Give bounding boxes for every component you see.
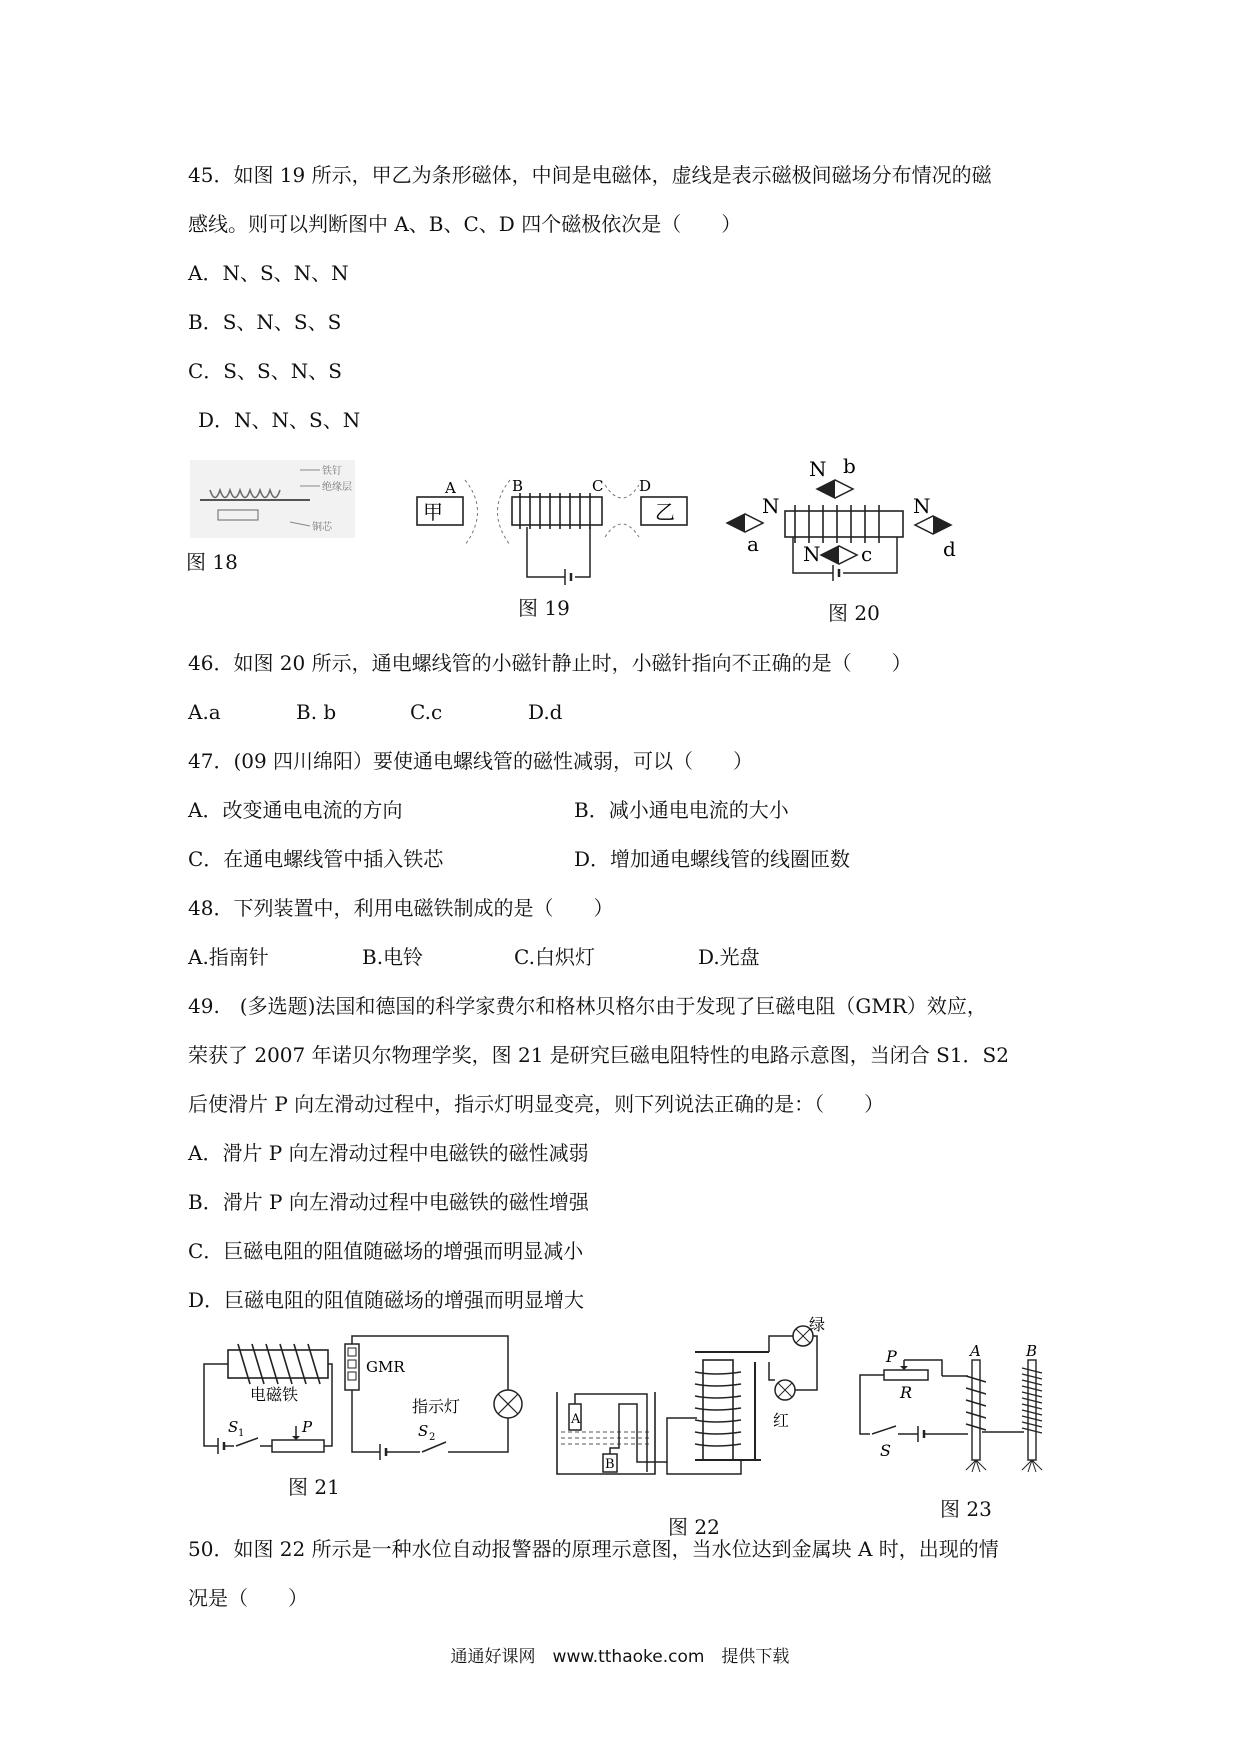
figure-18-caption: 图 18 [186, 550, 238, 574]
q49-line-1: 49. (多选题)法国和德国的科学家费尔和格林贝格尔由于发现了巨磁电阻（GMR）效应， [188, 994, 987, 1018]
figure-21-caption: 图 21 [288, 1475, 340, 1499]
q47-option-d: D．增加通电螺线管的线圈匝数 [574, 847, 851, 871]
figure-21-gmr-circuit [200, 1340, 530, 1465]
q50-line-1: 50．如图 22 所示是一种水位自动报警器的原理示意图，当水位达到金属块 A 时，出现的情 [188, 1537, 999, 1561]
figure-19-magnets [415, 475, 685, 585]
fig21-label-p: P [302, 1418, 313, 1436]
figure-22-water-alarm [555, 1315, 826, 1482]
fig20-needle-d-label: d [943, 537, 956, 561]
q50-line-2: 况是（ ） [188, 1586, 308, 1610]
fig19-magnet-left-label: 甲 [423, 500, 443, 524]
q48-line-1: 48．下列装置中，利用电磁铁制成的是（ ） [188, 896, 614, 920]
fig23-nail-b [1028, 1360, 1036, 1460]
q48-option-a: A.指南针 [188, 945, 269, 969]
fig21-electromagnet [228, 1350, 328, 1378]
figure-23-electromagnets [850, 1342, 1070, 1477]
page-footer: 通通好课网 www.tthaoke.com 提供下载 [450, 1647, 790, 1667]
fig20-a-north: N [762, 494, 780, 518]
q47-option-a: A．改变通电电流的方向 [188, 798, 403, 822]
q49-option-c: C．巨磁电阻的阻值随磁场的增强而明显减小 [188, 1239, 584, 1263]
q49-option-a: A．滑片 P 向左滑动过程中电磁铁的磁性减弱 [188, 1141, 589, 1165]
fig20-needle-c-label: c [861, 542, 873, 566]
q45-option-d: D．N、N、S、N [198, 408, 361, 432]
figure-20-caption: 图 20 [828, 601, 880, 625]
fig21-label-s2: S [418, 1422, 429, 1440]
q47-option-c: C．在通电螺线管中插入铁芯 [188, 847, 444, 871]
fig22-label-b: B [605, 1457, 615, 1472]
fig21-switch-s2 [422, 1442, 446, 1452]
q47-option-b: B．减小通电电流的大小 [574, 798, 789, 822]
q46-option-b: B. b [296, 700, 337, 724]
q49-line-2: 荣获了 2007 年诺贝尔物理学奖，图 21 是研究巨磁电阻特性的电路示意图，当闭合 S1．S2 [188, 1043, 1009, 1067]
fig22-label-red: 红 [773, 1411, 790, 1430]
fig21-switch-s1 [236, 1438, 258, 1446]
q48-option-c: C.白炽灯 [514, 945, 595, 969]
q49-line-3: 后使滑片 P 向左滑动过程中，指示灯明显变亮，则下列说法正确的是：（ ） [188, 1092, 885, 1116]
fig21-label-electromagnet: 电磁铁 [250, 1385, 299, 1404]
fig21-label-s1: S [228, 1418, 239, 1436]
fig22-label-a: A [571, 1412, 581, 1427]
fig22-label-green: 绿 [809, 1315, 826, 1334]
fig23-label-s: S [880, 1441, 891, 1460]
q46-option-c: C.c [410, 700, 443, 724]
q49-option-d: D．巨磁电阻的阻值随磁场的增强而明显增大 [188, 1288, 585, 1312]
fig18-label-nail: 铁钉 [322, 466, 342, 477]
fig19-magnet-right-label: 乙 [655, 500, 675, 524]
fig19-electromagnet [512, 497, 602, 525]
fig19-pole-c: C [592, 477, 604, 495]
q45-option-c: C．S、S、N、S [188, 359, 342, 383]
figure-18-nail-electromagnet [190, 460, 360, 540]
q45-option-b: B．S、N、S、S [188, 310, 342, 334]
fig20-needle-a-label: a [747, 532, 759, 556]
q46-option-a: A.a [188, 700, 221, 724]
figure-23-caption: 图 23 [940, 1497, 992, 1521]
figure-22-caption: 图 22 [668, 1515, 720, 1539]
fig19-pole-b: B [512, 477, 524, 495]
fig23-label-b: B [1026, 1342, 1038, 1360]
fig18-label-insulation: 绝缘层 [322, 482, 352, 493]
fig23-nail-a [972, 1360, 980, 1460]
fig21-label-s1-sub: 1 [238, 1428, 245, 1439]
figure-20-solenoid-needles [725, 453, 965, 583]
fig21-gmr [345, 1344, 359, 1390]
fig20-d-north: N [913, 494, 931, 518]
fig23-switch-s [872, 1426, 896, 1434]
fig21-label-gmr: GMR [366, 1358, 405, 1376]
fig21-label-s2-sub: 2 [429, 1432, 436, 1443]
fig19-pole-a: A [445, 479, 456, 497]
q49-option-b: B．滑片 P 向左滑动过程中电磁铁的磁性增强 [188, 1190, 589, 1214]
figure-19-caption: 图 19 [518, 596, 570, 620]
fig20-b-north: N [809, 457, 827, 481]
fig23-label-a: A [970, 1342, 981, 1360]
fig20-needle-b-label: b [843, 454, 856, 478]
fig18-label-copper: 铜芯 [312, 522, 332, 533]
q45-line-2: 感线。则可以判断图中 A、B、C、D 四个磁极依次是（ ） [188, 212, 742, 236]
q48-option-d: D.光盘 [698, 945, 760, 969]
fig21-rheostat [272, 1440, 324, 1452]
q45-option-a: A．N、S、N、N [188, 261, 349, 285]
q45-line-1: 45．如图 19 所示，甲乙为条形磁体，中间是电磁体，虚线是表示磁极间磁场分布情况的磁 [188, 163, 992, 187]
fig23-label-p: P [886, 1347, 897, 1366]
fig23-rheostat-r [884, 1370, 928, 1380]
q48-option-b: B.电铃 [362, 945, 424, 969]
fig21-label-lamp: 指示灯 [412, 1397, 461, 1416]
fig20-c-north: N [803, 542, 821, 566]
q46-line-1: 46．如图 20 所示，通电螺线管的小磁针静止时，小磁针指向不正确的是（ ） [188, 651, 912, 675]
q46-option-d: D.d [528, 700, 563, 724]
q47-line-1: 47．(09 四川绵阳）要使通电螺线管的磁性减弱，可以（ ） [188, 749, 754, 773]
fig20-solenoid [785, 511, 903, 537]
fig23-label-r: R [900, 1383, 913, 1402]
fig19-pole-d: D [639, 477, 652, 495]
